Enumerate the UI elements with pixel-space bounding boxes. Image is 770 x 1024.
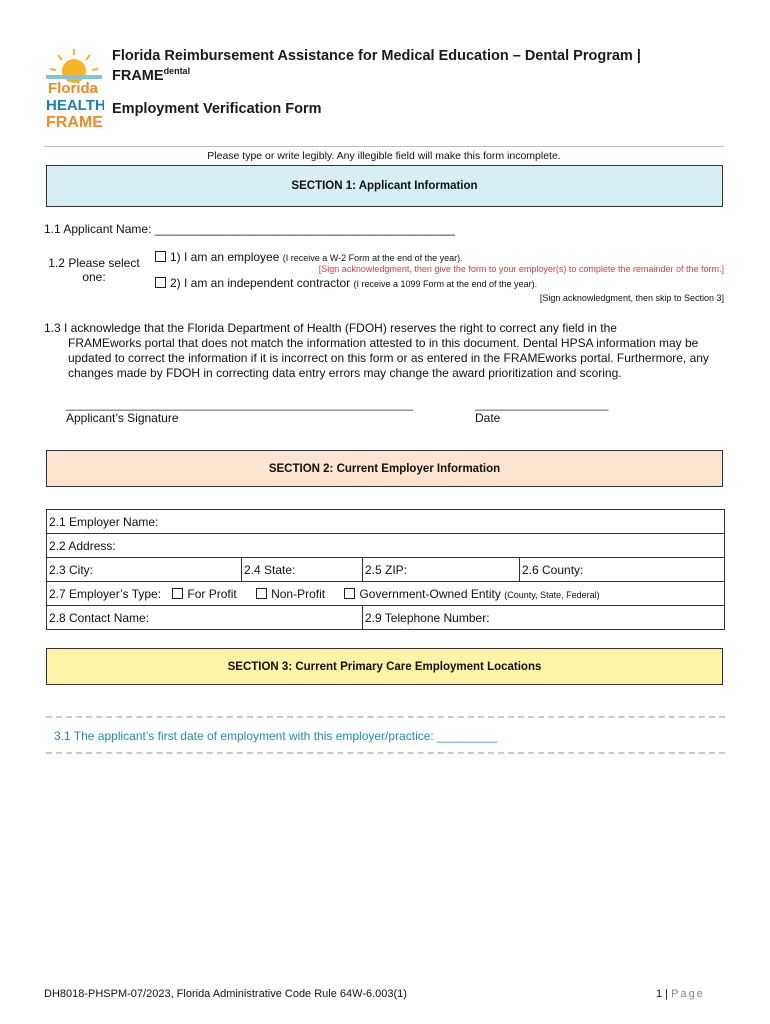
non-profit-checkbox[interactable] [256, 588, 267, 599]
signature-line[interactable]: ____________________________________________________ [66, 397, 414, 411]
form-title: Florida Reimbursement Assistance for Medical Education – Dental Program | [112, 48, 641, 64]
contractor-checkbox[interactable] [155, 277, 166, 288]
header-divider [44, 146, 724, 147]
city-field[interactable]: 2.3 City: [47, 558, 242, 582]
page-indicator: 1 | Page [656, 988, 705, 1000]
contractor-instruction: [Sign acknowledgment, then skip to Section 3] [539, 293, 724, 303]
county-field[interactable]: 2.6 County: [520, 558, 725, 582]
applicant-name-field[interactable]: 1.1 Applicant Name: _____________________________________________ [44, 222, 456, 236]
employee-option: 1) I am an employee (I receive a W-2 Form at the end of the year). [155, 250, 463, 264]
address-field[interactable]: 2.2 Address: [47, 534, 725, 558]
section1-heading: SECTION 1: Applicant Information [46, 165, 723, 207]
date-label: Date [475, 411, 501, 425]
date-line[interactable]: ____________________ [475, 397, 609, 411]
form-code: DH8018-PHSPM-07/2023, Florida Administrative Code Rule 64W-6.003(1) [44, 988, 407, 1000]
first-employment-date-field[interactable]: 3.1 The applicant’s first date of employment with this employer/practice: _________ [54, 729, 498, 743]
svg-text:FRAME: FRAME [46, 114, 103, 131]
program-name: $FRAME^{dental}$ [112, 66, 191, 84]
employee-checkbox[interactable] [155, 251, 166, 262]
government-checkbox[interactable] [344, 588, 355, 599]
florida-health-frame-logo [44, 45, 104, 131]
state-field[interactable]: 2.4 State: [242, 558, 363, 582]
employer-info-table [46, 509, 725, 630]
contact-name-field[interactable]: 2.8 Contact Name: [47, 606, 363, 630]
svg-text:HEALTH: HEALTH [46, 97, 104, 114]
signature-label: Applicant’s Signature [66, 411, 179, 425]
employee-instruction: [Sign acknowledgment, then give the form to your employer(s) to complete the remainder of the form.] [318, 264, 724, 274]
dashed-border-top [46, 716, 725, 718]
employer-type-row: 2.7 Employer’s Type: For Profit Non-Profit Government-Owned Entity (County, State, Federal) [47, 582, 725, 606]
form-subtitle: Employment Verification Form [112, 101, 322, 117]
zip-field[interactable]: 2.5 ZIP: [363, 558, 520, 582]
instruction-text: Please type or write legibly. Any illegible field will make this form incomplete. [207, 150, 561, 162]
for-profit-checkbox[interactable] [172, 588, 183, 599]
section3-heading: SECTION 3: Current Primary Care Employment Locations [46, 648, 723, 685]
contractor-option: 2) I am an independent contractor (I receive a 1099 Form at the end of the year). [155, 276, 537, 290]
svg-text:Florida: Florida [48, 80, 99, 97]
select-one-label: 1.2 Please select one: [48, 256, 140, 284]
telephone-field[interactable]: 2.9 Telephone Number: [363, 606, 725, 630]
section2-heading: SECTION 2: Current Employer Information [46, 450, 723, 487]
employer-name-field[interactable]: 2.1 Employer Name: [47, 510, 725, 534]
acknowledgment-text: 1.3 I acknowledge that the Florida Department of Health (FDOH) reserves the right to correct any field in the FRAMEworks portal that does not match the information attested to in this document. Dental HPSA information may be updated to correct the information if it is incorrect on this form or as entered in the FRAMEworks portal. Furthermore, any changes made by FDOH in correcting data entry errors may change the award prioritization and scoring. [44, 321, 709, 380]
dashed-border-bottom [46, 752, 725, 754]
